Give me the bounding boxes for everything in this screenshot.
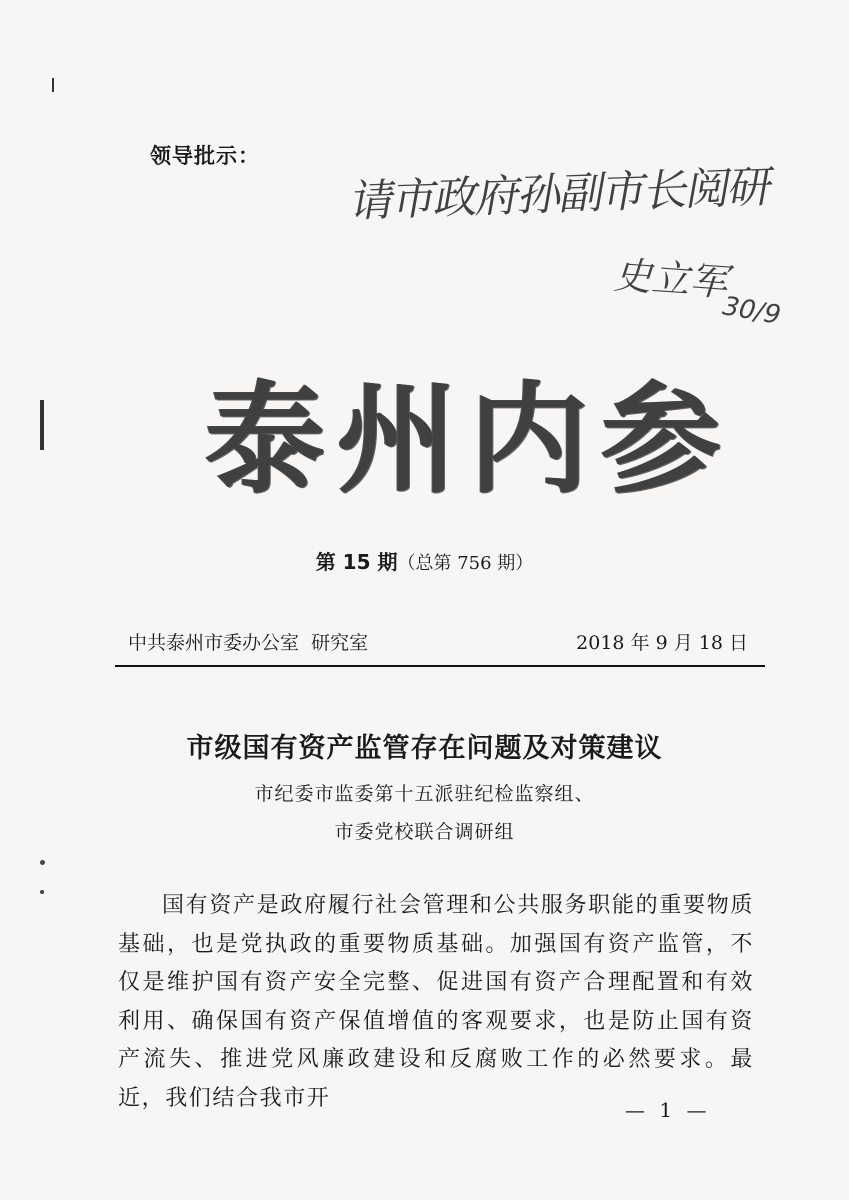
scan-dot — [40, 860, 45, 865]
handwritten-instruction: 请市政府孙副市长阅研 — [346, 161, 776, 228]
byline-line-1: 市纪委市监委第十五派驻纪检监察组、 — [254, 783, 595, 805]
masthead-char: 内 — [469, 369, 593, 510]
scan-mark-binding — [40, 400, 44, 450]
scan-dot — [40, 890, 44, 894]
issue-number — [0, 546, 849, 575]
issue-date: 2018 年 9 月 18 日 — [576, 632, 748, 654]
approval-label: 领导批示： — [150, 144, 260, 168]
masthead-char: 参 — [601, 369, 725, 510]
masthead-char: 泰 — [205, 369, 329, 510]
page-number: — 1 — — [625, 1098, 711, 1122]
issue-total: （总第 756 期） — [397, 553, 534, 574]
issue-main: 第 15 期 — [315, 550, 398, 574]
byline-line-2: 市委党校联合调研组 — [334, 821, 515, 843]
document-title: 市级国有资产监管存在问题及对策建议 — [186, 733, 663, 764]
masthead-logo — [205, 360, 725, 510]
document-header — [128, 628, 748, 655]
masthead-char: 州 — [337, 369, 461, 510]
handwritten-signature: 史立军 — [610, 253, 738, 305]
scan-mark-top — [52, 78, 54, 92]
body-paragraph: 国有资产是政府履行社会管理和公共服务职能的重要物质基础，也是党执政的重要物质基础。加强国有资产监管，不仅是维护国有资产安全完整、促进国有资产合理配置和有效利用、确保国有资产保值增值的客观要求，也是防止国有资产流失、推进党风廉政建设和反腐败工作的必然要求。最近，我们结合我市开 — [118, 893, 754, 1111]
handwritten-date: 30/9 — [717, 291, 786, 331]
header-rule — [115, 665, 765, 667]
issuer: 中共泰州市委办公室 研究室 — [128, 632, 369, 654]
